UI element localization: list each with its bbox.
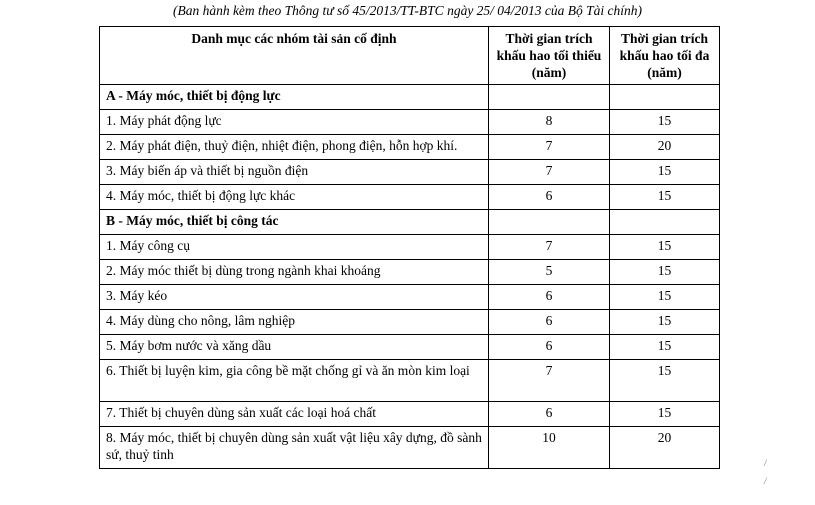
max-years: 15 — [610, 260, 720, 285]
max-years: 15 — [610, 110, 720, 135]
table-row — [100, 402, 720, 427]
asset-name: 3. Máy biến áp và thiết bị nguồn điện — [100, 160, 489, 185]
group-row-b — [100, 210, 720, 235]
max-years: 15 — [610, 335, 720, 360]
asset-name: 8. Máy móc, thiết bị chuyên dùng sản xuất vật liệu xây dựng, đồ sành sứ, thuỷ tinh — [100, 427, 489, 469]
empty-cell — [610, 85, 720, 110]
max-years: 20 — [610, 427, 720, 469]
asset-name: 1. Máy công cụ — [100, 235, 489, 260]
group-row-a — [100, 85, 720, 110]
max-years: 15 — [610, 360, 720, 402]
table-row — [100, 185, 720, 210]
min-years: 7 — [489, 135, 610, 160]
min-years: 6 — [489, 185, 610, 210]
min-years: 6 — [489, 402, 610, 427]
table-row — [100, 135, 720, 160]
asset-name: 7. Thiết bị chuyên dùng sản xuất các loại hoá chất — [100, 402, 489, 427]
group-title-b: B - Máy móc, thiết bị công tác — [100, 210, 489, 235]
depreciation-table — [99, 26, 720, 469]
max-years: 15 — [610, 235, 720, 260]
asset-name: 2. Máy móc thiết bị dùng trong ngành khai khoáng — [100, 260, 489, 285]
min-years: 6 — [489, 335, 610, 360]
table-row — [100, 335, 720, 360]
asset-name: 6. Thiết bị luyện kim, gia công bề mặt chống gỉ và ăn mòn kim loại — [100, 360, 489, 402]
empty-cell — [489, 210, 610, 235]
min-years: 6 — [489, 310, 610, 335]
asset-name: 2. Máy phát điện, thuỷ điện, nhiệt điện, phong điện, hỗn hợp khí. — [100, 135, 489, 160]
max-years: 15 — [610, 185, 720, 210]
table-row — [100, 160, 720, 185]
max-years: 15 — [610, 402, 720, 427]
table-header-row — [100, 27, 720, 85]
scan-mark: / — [764, 458, 767, 468]
asset-name: 4. Máy móc, thiết bị động lực khác — [100, 185, 489, 210]
document-subtitle: (Ban hành kèm theo Thông tư số 45/2013/TT-BTC ngày 25/ 04/2013 của Bộ Tài chính) — [172, 3, 643, 18]
min-years: 8 — [489, 110, 610, 135]
table-row — [100, 427, 720, 469]
min-years: 10 — [489, 427, 610, 469]
table-row — [100, 360, 720, 402]
min-years: 7 — [489, 160, 610, 185]
min-years: 7 — [489, 360, 610, 402]
min-years: 5 — [489, 260, 610, 285]
asset-name: 4. Máy dùng cho nông, lâm nghiệp — [100, 310, 489, 335]
min-years: 6 — [489, 285, 610, 310]
max-years: 15 — [610, 310, 720, 335]
empty-cell — [610, 210, 720, 235]
table-row — [100, 235, 720, 260]
header-category: Danh mục các nhóm tài sản cố định — [100, 27, 489, 85]
table-row — [100, 285, 720, 310]
asset-name: 5. Máy bơm nước và xăng dầu — [100, 335, 489, 360]
max-years: 15 — [610, 285, 720, 310]
empty-cell — [489, 85, 610, 110]
header-max-years: Thời gian trích khấu hao tối đa (năm) — [610, 27, 720, 85]
max-years: 15 — [610, 160, 720, 185]
scan-mark: / — [764, 476, 767, 486]
table-row — [100, 310, 720, 335]
asset-name: 3. Máy kéo — [100, 285, 489, 310]
max-years: 20 — [610, 135, 720, 160]
table-row — [100, 110, 720, 135]
table-row — [100, 260, 720, 285]
min-years: 7 — [489, 235, 610, 260]
header-min-years: Thời gian trích khấu hao tối thiểu (năm) — [489, 27, 610, 85]
group-title-a: A - Máy móc, thiết bị động lực — [100, 85, 489, 110]
asset-name: 1. Máy phát động lực — [100, 110, 489, 135]
